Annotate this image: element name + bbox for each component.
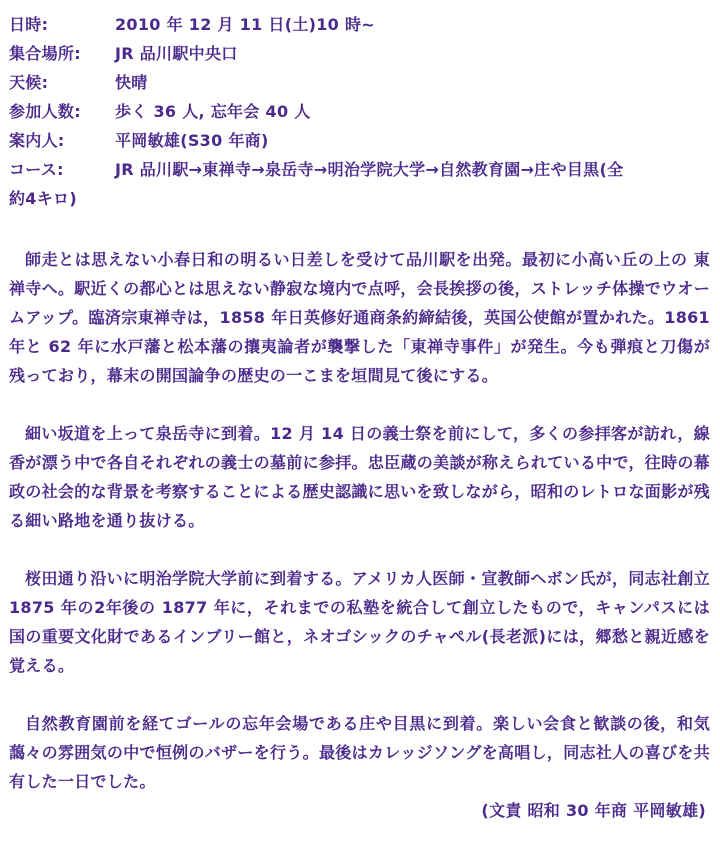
guide-label: 案内人: [9,131,65,150]
info-row-guide [9,126,710,155]
paragraph-meguro: 自然教育園前を経てゴールの忘年会場である庄や目黒に到着。楽しい会食と歓談の後，和気藹々の雰囲気の中で恒例のバザーを行う。最後はカレッジソングを高唱し，同志社人の喜びを共有した一日でした。 [9,714,710,791]
info-row-course [9,155,710,184]
paragraph-sengakuji: 細い坂道を上って泉岳寺に到着。12 月 14 日の義士祭を前にして，多くの参拝客が訪れ，線香が漂う中で各自それぞれの義士の墓前に参拝。忠臣蔵の美談が称えられている中で，往時の幕政の社会的な背景を考察することによる歴史認識に思いを致しながら，昭和のレトロな面影が残る細い路地を通り抜ける。 [9,424,710,530]
paragraph-tozenji: 師走とは思えない小春日和の明るい日差しを受けて品川駅を出発。最初に小高い丘の上の 東禅寺へ。駅近くの都心とは思えない静寂な境内で点呼，会長挨拶の後，ストレッチ体操でウオームアップ。臨済宗東禅寺は，1858 年日英修好通商条約締結後，英国公使館が置かれた。1861 年と 62 年に水戸藩と松本藩の攘夷論者が襲撃した「東禅寺事件」が発生。今も弾痕と刀傷が残っており，幕末の開国論争の歴史の一こまを垣間見て後にする。 [9,250,710,385]
spacer [9,390,710,419]
author-signature: (文責 昭和 30 年商 平岡敏雄) [481,801,706,820]
info-row-meeting-place [9,39,710,68]
spacer [9,213,710,245]
paragraph-meiji-gakuin: 桜田通り沿いに明治学院大学前に到着する。アメリカ人医師・宣教師ヘボン氏が，同志社創立 1875 年の2年後の 1877 年に，それまでの私塾を統合して創立したもので，キャンパスには国の重要文化財であるインブリー館と，ネオゴシックのチャペル(長老派)には，郷愁と親近感を覚える。 [9,569,710,675]
guide-value: 平岡敏雄(S30 年商) [115,131,269,150]
course-label: コース: [9,160,64,179]
date-label: 日時: [9,15,49,34]
weather-label: 天候: [9,73,49,92]
info-row-weather [9,68,710,97]
spacer [9,680,710,709]
spacer [9,535,710,564]
event-info [9,10,710,213]
info-row-participants [9,97,710,126]
weather-value: 快晴 [115,73,148,92]
participants-value: 歩く 36 人, 忘年会 40 人 [115,102,311,121]
course-value: JR 品川駅→東禅寺→泉岳寺→明治学院大学→自然教育園→庄や目黒(全 [115,160,624,179]
participants-label: 参加人数: [9,102,81,121]
date-value: 2010 年 12 月 11 日(土)10 時~ [115,15,375,34]
meeting-place-value: JR 品川駅中央口 [115,44,238,63]
info-row-date [9,10,710,39]
course-continuation: 約4キロ) [9,189,77,208]
meeting-place-label: 集合場所: [9,44,81,63]
